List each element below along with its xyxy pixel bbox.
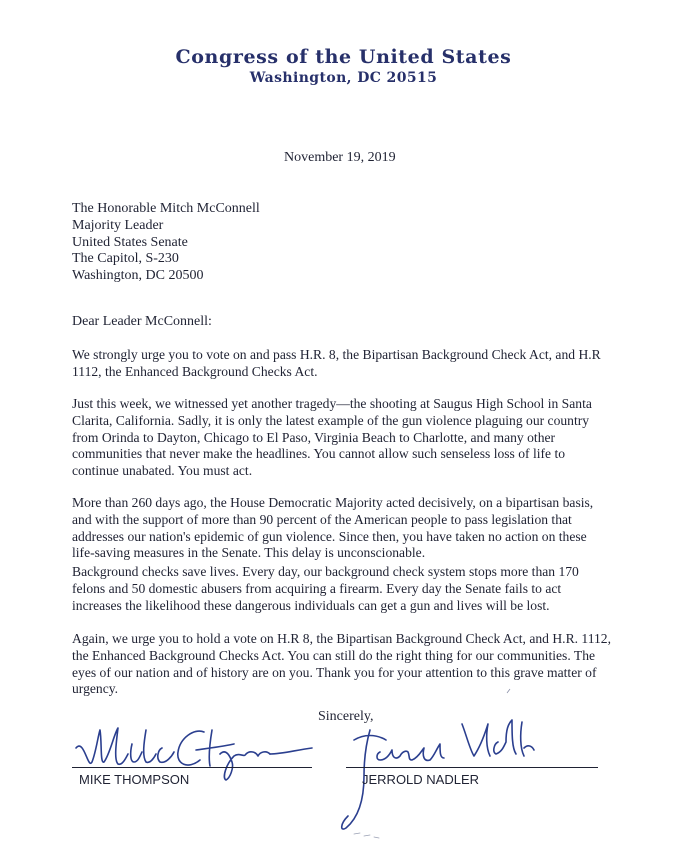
body-paragraph-2: Just this week, we witnessed yet another tragedy—the shooting at Saugus High School in Santa Clarita, California. Sadly, it is only the latest example of the gun violence plaguing our country from Orinda to Dayton, Chicago to El Paso, Virginia Beach to Charlotte, and many other communities that never make the headlines. You cannot allow such senseless loss of life to continue unabated. You must act. <box>72 396 592 479</box>
body-paragraph-4: Background checks save lives. Every day, our background check system stops more than 170 felons and 50 domestic abusers from acquiring a firearm. Every day the Senate fails to act increases the likelihood these dangerous individuals can get a gun and lives will be lost. <box>72 564 579 613</box>
body-paragraph-1: We strongly urge you to vote on and pass H.R. 8, the Bipartisan Background Check Act, and H.R 1112, the Enhanced Background Checks Act. <box>72 347 601 379</box>
signatory-name-thompson: MIKE THOMPSON <box>79 772 190 787</box>
closing: Sincerely, <box>318 709 374 724</box>
recipient-name: The Honorable Mitch McConnell <box>72 201 260 216</box>
recipient-title: Majority Leader <box>72 217 164 233</box>
recipient-office: The Capitol, S-230 <box>72 251 179 267</box>
signatory-name-nadler: JERROLD NADLER <box>362 772 480 787</box>
recipient-organization: United States Senate <box>72 234 188 250</box>
stray-mark <box>506 688 512 694</box>
recipient-city: Washington, DC 20500 <box>72 268 204 284</box>
letterhead-title: Congress of the United States <box>175 46 512 68</box>
scan-speck <box>352 830 382 840</box>
recipient-address <box>72 201 260 285</box>
body-paragraph-3: More than 260 days ago, the House Democratic Majority acted decisively, on a bipartisan basis, and with the support of more than 90 percent of the American people to pass legislation that addresses our nation's epidemic of gun violence. Since then, you have taken no action on these life-saving measures in the Senate. This delay is unconscionable. <box>72 495 594 561</box>
salutation: Dear Leader McConnell: <box>72 314 212 329</box>
signature-line-nadler <box>346 767 598 768</box>
letterhead-location: Washington, DC 20515 <box>249 70 438 86</box>
signature-nadler <box>336 700 536 840</box>
body-paragraph-5: Again, we urge you to hold a vote on H.R 8, the Bipartisan Background Check Act, and H.R. 1112, the Enhanced Background Checks Act. You can still do the right thing for our communities. The eyes of our nation and of history are on you. Thank you for your attention to this grave matter of urgency. <box>72 631 612 697</box>
signature-line-thompson <box>72 767 312 768</box>
letter-date: November 19, 2019 <box>284 150 396 165</box>
